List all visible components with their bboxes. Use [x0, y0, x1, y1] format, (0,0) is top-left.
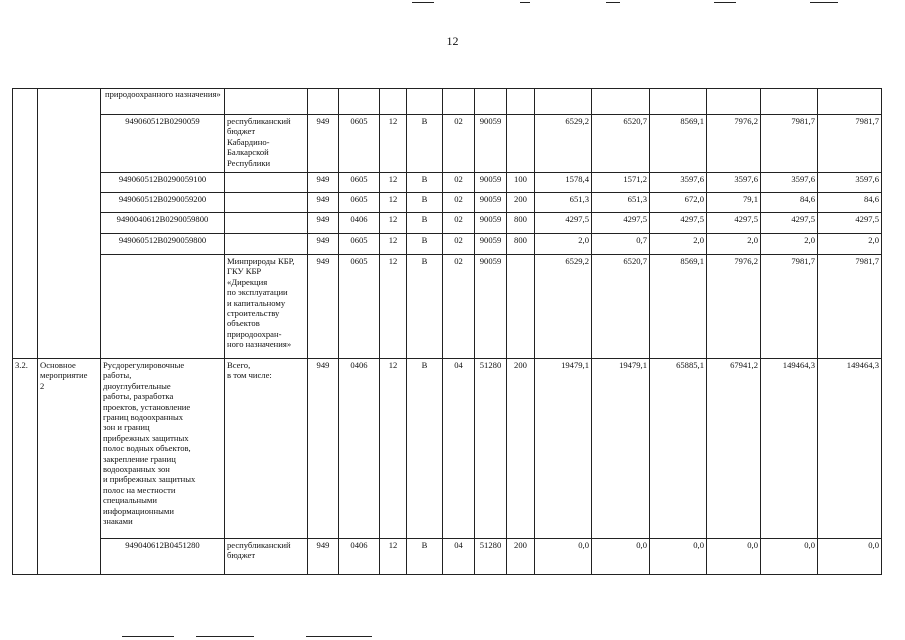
value-cell: 0,7	[592, 234, 650, 255]
direction-code: 90059	[475, 173, 507, 193]
budget-code: 949060512В0290059200	[101, 193, 225, 213]
value-cell: 7981,7	[761, 255, 818, 359]
main-activity-code: 02	[443, 193, 475, 213]
value-cell: 2,0	[818, 234, 882, 255]
direction-code: 90059	[475, 213, 507, 234]
page-number: 12	[446, 34, 459, 48]
budget-code: 949060512В0290059800	[101, 234, 225, 255]
value-cell: 4297,5	[707, 213, 761, 234]
main-activity-code: 02	[443, 115, 475, 173]
section-code: 0605	[339, 255, 380, 359]
funding-source: Всего, в том числе:	[225, 359, 308, 539]
value-cell: 149464,3	[818, 359, 882, 539]
funding-source	[225, 213, 308, 234]
scan-mark	[606, 2, 620, 3]
value-cell: 1578,4	[535, 173, 592, 193]
funding-source: республиканский бюджет Кабардино- Балкарской Республики	[225, 115, 308, 173]
budget-code: 949060512В0290059	[101, 115, 225, 173]
value-cell: 7981,7	[818, 115, 882, 173]
funding-source	[225, 193, 308, 213]
value-cell: 1571,2	[592, 173, 650, 193]
program-code: 12	[380, 359, 407, 539]
scan-mark	[714, 2, 736, 3]
value-cell: 84,6	[818, 193, 882, 213]
value-cell: 4297,5	[650, 213, 707, 234]
grbs-code: 949	[308, 115, 339, 173]
expense-type-code: 200	[507, 539, 535, 575]
section-code: 0605	[339, 173, 380, 193]
table-row	[13, 539, 882, 575]
value-cell: 2,0	[761, 234, 818, 255]
main-activity-code: 02	[443, 255, 475, 359]
grbs-code: 949	[308, 173, 339, 193]
value-cell: 6520,7	[592, 115, 650, 173]
section-code: 0605	[339, 193, 380, 213]
value-cell: 67941,2	[707, 359, 761, 539]
program-code: 12	[380, 193, 407, 213]
scan-mark	[306, 636, 372, 637]
value-cell: 0,0	[535, 539, 592, 575]
grbs-code: 949	[308, 539, 339, 575]
value-cell: 6520,7	[592, 255, 650, 359]
value-cell: 149464,3	[761, 359, 818, 539]
subprogram-code: В	[407, 193, 443, 213]
value-cell: 84,6	[761, 193, 818, 213]
expense-type-code	[507, 115, 535, 173]
scan-mark	[810, 2, 838, 3]
program-code: 12	[380, 234, 407, 255]
direction-code: 51280	[475, 539, 507, 575]
section-code: 0605	[339, 115, 380, 173]
grbs-code: 949	[308, 255, 339, 359]
direction-code: 90059	[475, 193, 507, 213]
expense-type-code: 800	[507, 213, 535, 234]
main-activity-code: 04	[443, 539, 475, 575]
program-code: 12	[380, 539, 407, 575]
subprogram-code: В	[407, 115, 443, 173]
table-row	[13, 89, 882, 115]
value-cell: 19479,1	[535, 359, 592, 539]
grbs-code: 949	[308, 213, 339, 234]
section-code: 0605	[339, 234, 380, 255]
value-cell: 651,3	[592, 193, 650, 213]
value-cell: 79,1	[707, 193, 761, 213]
value-cell: 4297,5	[818, 213, 882, 234]
expense-type-code	[507, 255, 535, 359]
section-code: 0406	[339, 213, 380, 234]
table-row	[13, 234, 882, 255]
grbs-code: 949	[308, 193, 339, 213]
value-cell: 7981,7	[818, 255, 882, 359]
value-cell: 3597,6	[650, 173, 707, 193]
section-code: 0406	[339, 359, 380, 539]
subprogram-code: В	[407, 255, 443, 359]
value-cell: 2,0	[650, 234, 707, 255]
value-cell: 0,0	[818, 539, 882, 575]
value-cell: 651,3	[535, 193, 592, 213]
value-cell: 65885,1	[650, 359, 707, 539]
expense-type-code: 800	[507, 234, 535, 255]
expense-type-code: 200	[507, 193, 535, 213]
value-cell: 8569,1	[650, 255, 707, 359]
subprogram-code: В	[407, 359, 443, 539]
expense-type-code: 100	[507, 173, 535, 193]
funding-source: Минприроды КБР, ГКУ КБР «Дирекция по эксплуатации и капитальному строительству объектов природоохран- ного назначения»	[225, 255, 308, 359]
value-cell: 7981,7	[761, 115, 818, 173]
value-cell: 0,0	[650, 539, 707, 575]
direction-code: 51280	[475, 359, 507, 539]
budget-code: 949060512В0290059100	[101, 173, 225, 193]
value-cell: 6529,2	[535, 115, 592, 173]
subprogram-code: В	[407, 173, 443, 193]
main-activity-code: 02	[443, 213, 475, 234]
value-cell: 3597,6	[761, 173, 818, 193]
table-row	[13, 115, 882, 173]
funding-source	[225, 173, 308, 193]
program-code: 12	[380, 213, 407, 234]
table-row	[13, 359, 882, 539]
direction-code: 90059	[475, 234, 507, 255]
status-cell: Основное мероприятие 2	[38, 359, 101, 575]
value-cell: 0,0	[592, 539, 650, 575]
scan-mark	[196, 636, 254, 637]
number-cell	[13, 89, 38, 359]
value-cell: 4297,5	[535, 213, 592, 234]
scan-mark	[122, 636, 174, 637]
value-cell: 8569,1	[650, 115, 707, 173]
subprogram-code: В	[407, 213, 443, 234]
value-cell: 2,0	[707, 234, 761, 255]
value-cell: 0,0	[707, 539, 761, 575]
table-row	[13, 193, 882, 213]
value-cell: 6529,2	[535, 255, 592, 359]
direction-code: 90059	[475, 115, 507, 173]
status-cell	[38, 89, 101, 359]
direction-code: 90059	[475, 255, 507, 359]
program-code: 12	[380, 255, 407, 359]
value-cell: 3597,6	[818, 173, 882, 193]
number-cell: 3.2.	[13, 359, 38, 575]
budget-code	[101, 255, 225, 359]
program-code: 12	[380, 115, 407, 173]
grbs-code: 949	[308, 234, 339, 255]
value-cell: 4297,5	[592, 213, 650, 234]
scan-mark	[412, 2, 434, 3]
funding-source: республиканский бюджет	[225, 539, 308, 575]
value-cell: 7976,2	[707, 115, 761, 173]
funding-source	[225, 234, 308, 255]
value-cell: 672,0	[650, 193, 707, 213]
value-cell: 2,0	[535, 234, 592, 255]
main-activity-code: 02	[443, 234, 475, 255]
main-activity-code: 02	[443, 173, 475, 193]
budget-code: 949040612В0451280	[101, 539, 225, 575]
budget-code: 9490040612В0290059800	[101, 213, 225, 234]
value-cell: 0,0	[761, 539, 818, 575]
activity-name-cell: природоохранного назначения»	[101, 89, 225, 115]
budget-table	[12, 88, 882, 575]
table-row	[13, 255, 882, 359]
table-row	[13, 173, 882, 193]
program-code: 12	[380, 173, 407, 193]
table-row	[13, 213, 882, 234]
scan-mark	[520, 2, 530, 3]
value-cell: 7976,2	[707, 255, 761, 359]
subprogram-code: В	[407, 234, 443, 255]
activity-name-cell: Русдорегулировочные работы, дноуглубительные работы, разработка проектов, установление границ водоохранных зон и границ прибрежных защитных полос водных объектов, закрепление границ водоохранных зон и прибрежных защитных полос на местности специальными информационными знаками	[101, 359, 225, 539]
value-cell: 4297,5	[761, 213, 818, 234]
subprogram-code: В	[407, 539, 443, 575]
value-cell: 3597,6	[707, 173, 761, 193]
main-activity-code: 04	[443, 359, 475, 539]
grbs-code: 949	[308, 359, 339, 539]
value-cell: 19479,1	[592, 359, 650, 539]
expense-type-code: 200	[507, 359, 535, 539]
section-code: 0406	[339, 539, 380, 575]
